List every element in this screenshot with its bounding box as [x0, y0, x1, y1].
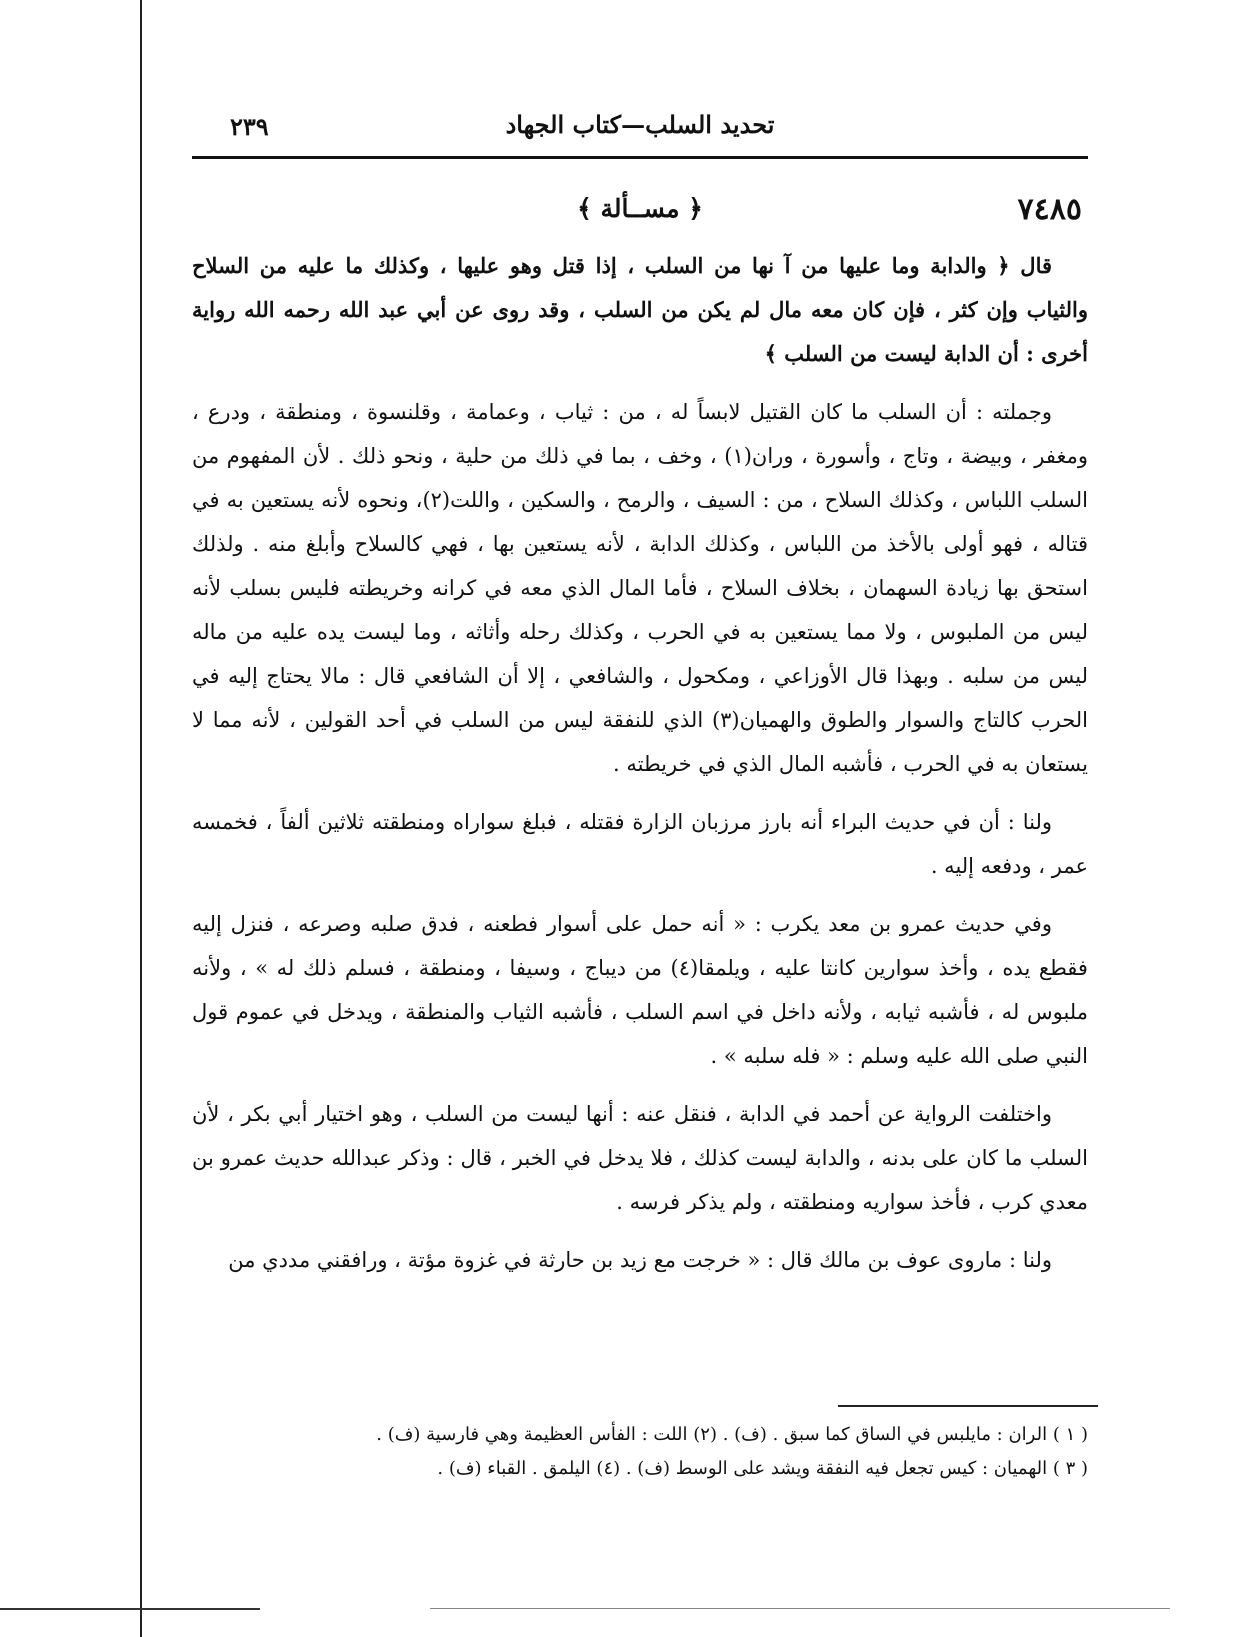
main-text	[192, 244, 1088, 1296]
issue-heading: ﴿ مســألة ﴾	[577, 194, 703, 223]
scan-bottom-line	[430, 1608, 1170, 1609]
footnote-line: ( ١ ) الران : مايلبس في الساق كما سبق . (ف) . (٢) اللت : الفأس العظيمة وهي فارسية (ف) .	[376, 1424, 1088, 1445]
paragraph: وجملته : أن السلب ما كان القتيل لابساً له ، من : ثياب ، وعمامة ، وقلنسوة ، ومنطقة ، ودرع ، ومغفر ، وبيضة ، وتاج ، وأسورة ، وران(١) ، وخف ، بما في ذلك من حلية ، ونحو ذلك . لأن المفهوم من السلب اللباس ، وكذلك السلاح ، من : السيف ، والرمح ، والسكين ، واللت(٢)، ونحوه لأنه يستعين به في قتاله ، فهو أولى بالأخذ من اللباس ، وكذلك الدابة ، لأنه يستعين بها ، فهي كالسلاح وأبلغ منه . ولذلك استحق بها زيادة السهمان ، بخلاف السلاح ، فأما المال الذي معه في كرانه وخريطته فليس بسلب لأنه ليس من الملبوس ، ولا مما يستعين به في الحرب ، وكذلك رحله وأثاثه ، وما ليست يده عليه من ماله ليس من سلبه . وبهذا قال الأوزاعي ، ومكحول ، والشافعي ، إلا أن الشافعي قال : مالا يحتاج إليه في الحرب كالتاج والسوار والطوق والهميان(٣) الذي للنفقة ليس من السلب في أحد القولين ، لأنه مما لا يستعان به في الحرب ، فأشبه المال الذي في خريطته .	[192, 400, 1089, 776]
page-number: ٢٣٩	[230, 112, 269, 141]
paragraph: ولنا : ماروى عوف بن مالك قال : « خرجت مع زيد بن حارثة في غزوة مؤتة ، ورافقني مددي من	[228, 1248, 1052, 1272]
issue-number: ٧٤٨٥	[1017, 192, 1082, 227]
paragraph-matn: قال ﴿ والدابة وما عليها من آ نها من السلب ، إذا قتل وهو عليها ، وكذلك ما عليه من السلاح والثياب وإن كثر ، فإن كان معه مال لم يكن من السلب ، وقد روى عن أبي عبد الله رحمه الله رواية أخرى : أن الدابة ليست من السلب ﴾	[192, 253, 1088, 366]
issue-heading-line	[192, 192, 1088, 236]
scan-binding-edge	[140, 0, 142, 1637]
header-rule	[192, 156, 1088, 159]
paragraph: واختلفت الرواية عن أحمد في الدابة ، فنقل عنه : أنها ليست من السلب ، وهو اختيار أبي بكر ، لأن السلب ما كان على بدنه ، والدابة ليست كذلك ، فلا يدخل في الخبر ، قال : وذكر عبدالله حديث عمرو بن معدي كرب ، فأخذ سواريه ومنطقته ، ولم يذكر فرسه .	[192, 1102, 1088, 1214]
paragraph: وفي حديث عمرو بن معد يكرب : « أنه حمل على أسوار فطعنه ، فدق صلبه وصرعه ، فنزل إليه فقطع يده ، وأخذ سوارين كانتا عليه ، ويلمقا(٤) من ديباج ، وسيفا ، ومنطقة ، فسلم ذلك له » ، ولأنه ملبوس له ، فأشبه ثيابه ، ولأنه داخل في اسم السلب ، فأشبه الثياب والمنطقة ، ويدخل في عموم قول النبي صلى الله عليه وسلم : « فله سلبه » .	[192, 912, 1088, 1068]
paragraph: ولنا : أن في حديث البراء أنه بارز مرزبان الزارة فقتله ، فبلغ سواراه ومنطقته ثلاثين ألفاً ، فخمسه عمر ، ودفعه إليه .	[192, 810, 1088, 878]
page-header	[192, 108, 1088, 152]
footnote-rule	[838, 1405, 1098, 1407]
footnotes	[192, 1418, 1088, 1486]
footnote-line: ( ٣ ) الهميان : كيس تجعل فيه النفقة ويشد على الوسط (ف) . (٤) اليلمق . القباء (ف) .	[437, 1458, 1088, 1479]
scan-bottom-line	[0, 1608, 260, 1610]
running-title: تحديد السلب—كتاب الجهاد	[505, 110, 775, 139]
